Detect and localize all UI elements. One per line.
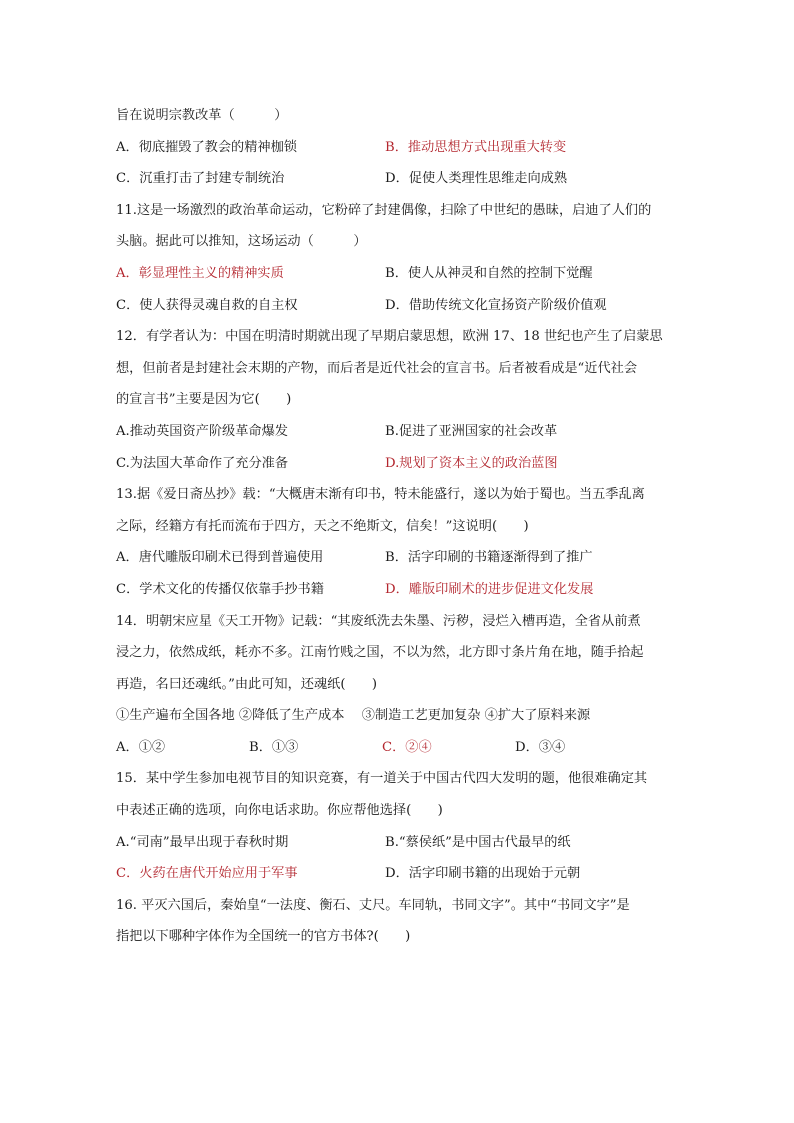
q16-stem-line1: 16. 平灭六国后，秦始皇“一法度、衡石、丈尺。车同轨，书同文字”。其中“书同文字”是 — [116, 897, 630, 913]
q14-stem-line3: 再造，名曰还魂纸。”由此可知，还魂纸( ) — [116, 676, 377, 692]
q14-stem-line2: 浸之力，依然成纸，耗亦不多。江南竹贱之国，不以为然，北方即寸条片角在地，随手拾起 — [116, 645, 644, 661]
q11-option-b: B．使人从神灵和自然的控制下觉醒 — [385, 265, 593, 281]
q15-option-a: A.“司南”最早出现于春秋时期 — [116, 834, 289, 850]
q13-options-row2 — [116, 574, 686, 606]
q13-option-d: D．雕版印刷术的进步促进文化发展 — [385, 581, 594, 597]
q11-stem-line2: 头脑。据此可以推知，这场运动（ ） — [116, 234, 367, 250]
q15-option-c: C．火药在唐代开始应用于军事 — [116, 866, 298, 882]
q12-options-row1 — [116, 416, 686, 448]
q13-option-b: B．活字印刷的书籍逐渐得到了推广 — [385, 550, 593, 566]
q12-option-d: D.规划了资本主义的政治蓝图 — [385, 455, 558, 471]
q11-option-d: D．借助传统文化宣扬资产阶级价值观 — [385, 297, 607, 313]
q14-option-d: D．③④ — [515, 739, 566, 755]
q11-stem-line1: 11.这是一场激烈的政治革命运动，它粉碎了封建偶像，扫除了中世纪的愚昧，启迪了人们的 — [116, 202, 652, 218]
q11-option-c: C．使人获得灵魂自救的自主权 — [116, 297, 298, 313]
q13-option-a: A．唐代雕版印刷术已得到普遍使用 — [116, 550, 324, 566]
q12-stem-line3: 的宣言书”主要是因为它( ) — [116, 392, 292, 408]
q12-stem-line1: 12．有学者认为：中国在明清时期就出现了早期启蒙思想，欧洲 17、18 世纪也产生了启蒙思 — [116, 329, 663, 345]
exam-page — [116, 100, 686, 953]
q15-options-row1 — [116, 827, 686, 859]
q10-option-b: B．推动思想方式出现重大转变 — [385, 139, 567, 155]
q12-option-a: A.推动英国资产阶级革命爆发 — [116, 423, 288, 439]
q13-stem-line2: 之际，经籍方有托而流布于四方，天之不绝斯文，信矣！”这说明( ) — [116, 518, 529, 534]
q14-option-a: A．①② — [116, 739, 166, 755]
q15-option-b: B.“蔡侯纸”是中国古代最早的纸 — [385, 834, 571, 850]
q11-options-row2 — [116, 290, 686, 322]
q12-option-b: B.促进了亚洲国家的社会改革 — [385, 423, 558, 439]
q15-stem-line2: 中表述正确的选项，向你电话求助。你应帮他选择( ) — [116, 803, 443, 819]
q15-option-d: D．活字印刷书籍的出现始于元朝 — [385, 866, 581, 882]
q12-option-c: C.为法国大革命作了充分准备 — [116, 455, 289, 471]
q10-stem-tail: 旨在说明宗教改革（ ） — [116, 108, 288, 123]
q13-options-row1 — [116, 542, 686, 574]
q14-statements: ①生产遍布全国各地 ②降低了生产成本 ③制造工艺更加复杂 ④扩大了原料来源 — [116, 708, 591, 724]
q14-option-c: C．②④ — [382, 739, 432, 755]
q15-options-row2 — [116, 858, 686, 890]
q10-options-row2 — [116, 163, 686, 195]
q14-stem-line1: 14．明朝宋应星《天工开物》记载：“其废纸洗去朱墨、污秽，浸烂入槽再造，全省从前煮 — [116, 613, 641, 629]
q10-option-d: D．促使人类理性思维走向成熟 — [385, 171, 568, 187]
q13-option-c: C．学术文化的传播仅依靠手抄书籍 — [116, 581, 324, 597]
q14-option-b: B．①③ — [249, 739, 299, 755]
q11-options-row1 — [116, 258, 686, 290]
q16-stem-line2: 指把以下哪种字体作为全国统一的官方书体?( ) — [116, 929, 411, 945]
q11-option-a: A．彰显理性主义的精神实质 — [116, 265, 284, 281]
q12-stem-line2: 想，但前者是封建社会末期的产物，而后者是近代社会的宣言书。后者被看成是“近代社会 — [116, 360, 638, 376]
q12-options-row2 — [116, 448, 686, 480]
q10-options-row1 — [116, 132, 686, 164]
q10-option-c: C．沉重打击了封建专制统治 — [116, 171, 285, 187]
q10-option-a: A．彻底摧毁了教会的精神枷锁 — [116, 139, 297, 155]
q15-stem-line1: 15．某中学生参加电视节目的知识竞赛，有一道关于中国古代四大发明的题，他很难确定其 — [116, 771, 648, 787]
q13-stem-line1: 13.据《爱日斋丛抄》载：“大概唐末渐有印书，特未能盛行，遂以为始于蜀也。当五季乱离 — [116, 487, 645, 503]
q14-options-row — [116, 732, 686, 764]
